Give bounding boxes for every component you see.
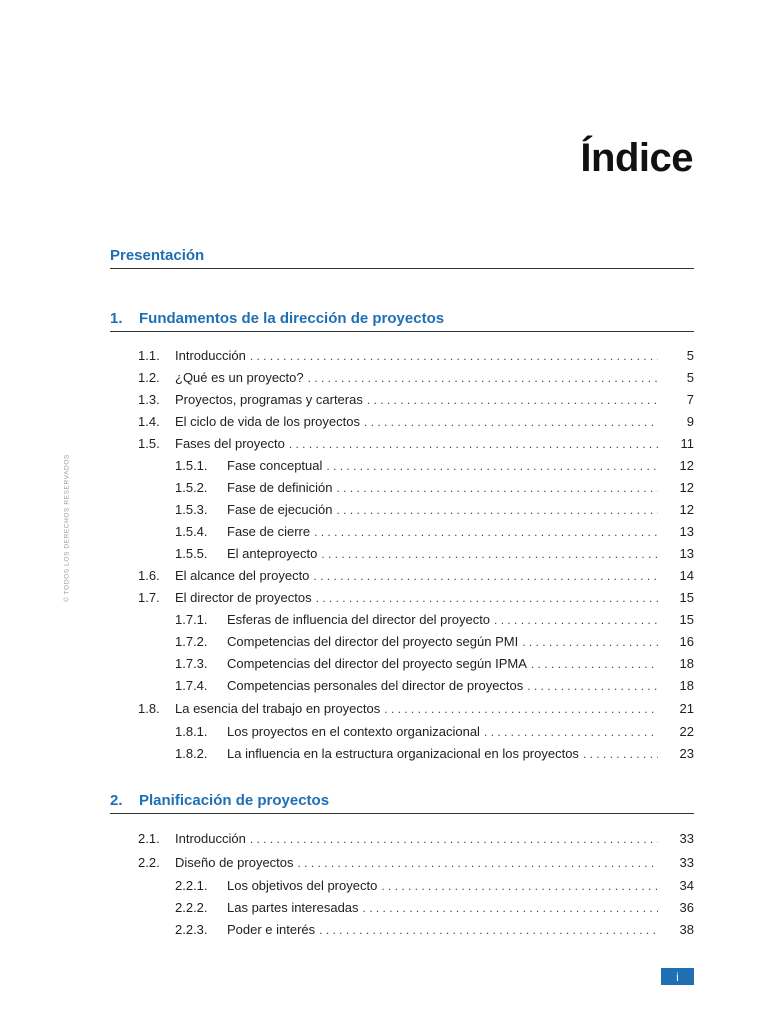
entry-title: Proyectos, programas y carteras bbox=[175, 392, 363, 407]
entry-number: 2.1. bbox=[138, 831, 160, 846]
entry-title: Introducción bbox=[175, 348, 246, 363]
chapter-number: 2. bbox=[110, 792, 123, 809]
chapter-title: Fundamentos de la dirección de proyectos bbox=[139, 310, 445, 327]
dot-leader bbox=[250, 832, 658, 846]
toc-subentry[interactable] bbox=[175, 656, 694, 674]
entry-number: 1.5. bbox=[138, 436, 160, 451]
entry-page: 23 bbox=[679, 746, 694, 761]
entry-page: 33 bbox=[679, 855, 694, 870]
entry-page: 18 bbox=[679, 678, 694, 693]
entry-page: 11 bbox=[680, 436, 694, 451]
dot-leader bbox=[363, 901, 658, 915]
entry-number: 1.4. bbox=[138, 414, 160, 429]
entry-title: Competencias personales del director de proyectos bbox=[227, 678, 524, 693]
entry-title: Fase de ejecución bbox=[227, 502, 333, 517]
entry-page: 16 bbox=[679, 634, 694, 649]
entry-number: 1.5.1. bbox=[175, 458, 208, 473]
dot-leader bbox=[326, 459, 658, 473]
toc-subentry[interactable] bbox=[175, 746, 694, 764]
entry-number: 1.7.4. bbox=[175, 678, 208, 693]
entry-number: 1.5.3. bbox=[175, 502, 208, 517]
page-number-badge: i bbox=[661, 968, 694, 985]
entry-page: 38 bbox=[679, 922, 694, 937]
entry-page: 5 bbox=[686, 348, 694, 363]
entry-title: Fase conceptual bbox=[227, 458, 323, 473]
entry-title: Fase de definición bbox=[227, 480, 333, 495]
toc-entry[interactable] bbox=[138, 392, 694, 410]
chapter-title: Planificación de proyectos bbox=[139, 792, 330, 809]
chapter-heading-1[interactable] bbox=[110, 310, 694, 332]
entry-page: 33 bbox=[679, 831, 694, 846]
entry-number: 1.8.1. bbox=[175, 724, 208, 739]
toc-subentry[interactable] bbox=[175, 878, 694, 896]
entry-page: 15 bbox=[679, 612, 694, 627]
entry-page: 21 bbox=[679, 701, 694, 716]
toc-entry[interactable] bbox=[138, 701, 694, 719]
entry-number: 2.2.3. bbox=[175, 922, 208, 937]
dot-leader bbox=[583, 747, 658, 761]
entry-page: 13 bbox=[679, 546, 694, 561]
dot-leader bbox=[484, 725, 658, 739]
toc-subentry[interactable] bbox=[175, 458, 694, 476]
entry-title: El alcance del proyecto bbox=[175, 568, 310, 583]
toc-subentry[interactable] bbox=[175, 524, 694, 542]
entry-page: 34 bbox=[679, 878, 694, 893]
entry-title: Fases del proyecto bbox=[175, 436, 285, 451]
entry-number: 1.5.5. bbox=[175, 546, 208, 561]
dot-leader bbox=[316, 591, 658, 605]
entry-page: 12 bbox=[679, 502, 694, 517]
entry-page: 12 bbox=[679, 458, 694, 473]
toc-entry[interactable] bbox=[138, 590, 694, 608]
entry-page: 13 bbox=[679, 524, 694, 539]
entry-title: Introducción bbox=[175, 831, 246, 846]
chapter-heading-2[interactable] bbox=[110, 792, 694, 814]
entry-title: El anteproyecto bbox=[227, 546, 318, 561]
entry-number: 1.3. bbox=[138, 392, 160, 407]
dot-leader bbox=[298, 856, 658, 870]
entry-title: Diseño de proyectos bbox=[175, 855, 294, 870]
toc-subentry[interactable] bbox=[175, 900, 694, 918]
entry-title: Poder e interés bbox=[227, 922, 316, 937]
entry-number: 1.7.2. bbox=[175, 634, 208, 649]
dot-leader bbox=[289, 437, 658, 451]
toc-entry[interactable] bbox=[138, 831, 694, 849]
entry-page: 36 bbox=[679, 900, 694, 915]
toc-subentry[interactable] bbox=[175, 678, 694, 696]
entry-title: Los objetivos del proyecto bbox=[227, 878, 378, 893]
toc-entry[interactable] bbox=[138, 348, 694, 366]
entry-page: 22 bbox=[679, 724, 694, 739]
toc-entry[interactable] bbox=[138, 855, 694, 873]
entry-page: 15 bbox=[679, 590, 694, 605]
dot-leader bbox=[250, 349, 658, 363]
entry-page: 18 bbox=[679, 656, 694, 671]
toc-entry[interactable] bbox=[138, 370, 694, 388]
section-presentation[interactable] bbox=[110, 247, 694, 269]
toc-subentry[interactable] bbox=[175, 546, 694, 564]
toc-subentry[interactable] bbox=[175, 634, 694, 652]
entry-title: La influencia en la estructura organizacional en los proyectos bbox=[227, 746, 579, 761]
page-title: Índice bbox=[580, 136, 693, 180]
toc-entry[interactable] bbox=[138, 436, 694, 454]
entry-title: La esencia del trabajo en proyectos bbox=[175, 701, 381, 716]
dot-leader bbox=[319, 923, 658, 937]
entry-page: 5 bbox=[686, 370, 694, 385]
entry-number: 1.5.4. bbox=[175, 524, 208, 539]
dot-leader bbox=[337, 481, 658, 495]
entry-number: 1.5.2. bbox=[175, 480, 208, 495]
entry-title: Competencias del director del proyecto según IPMA bbox=[227, 656, 527, 671]
toc-entry[interactable] bbox=[138, 414, 694, 432]
dot-leader bbox=[337, 503, 658, 517]
dot-leader bbox=[308, 371, 658, 385]
dot-leader bbox=[527, 679, 658, 693]
dot-leader bbox=[314, 525, 658, 539]
entry-title: Las partes interesadas bbox=[227, 900, 359, 915]
entry-number: 1.1. bbox=[138, 348, 160, 363]
toc-subentry[interactable] bbox=[175, 612, 694, 630]
entry-number: 2.2.2. bbox=[175, 900, 208, 915]
entry-title: Esferas de influencia del director del proyecto bbox=[227, 612, 491, 627]
entry-number: 1.8.2. bbox=[175, 746, 208, 761]
toc-entry[interactable] bbox=[138, 568, 694, 586]
entry-page: 12 bbox=[679, 480, 694, 495]
dot-leader bbox=[494, 613, 658, 627]
entry-page: 14 bbox=[679, 568, 694, 583]
entry-number: 1.6. bbox=[138, 568, 160, 583]
dot-leader bbox=[321, 547, 658, 561]
chapter-number: 1. bbox=[110, 310, 123, 327]
toc-subentry[interactable] bbox=[175, 480, 694, 498]
entry-number: 1.2. bbox=[138, 370, 160, 385]
dot-leader bbox=[367, 393, 658, 407]
dot-leader bbox=[531, 657, 658, 671]
entry-title: ¿Qué es un proyecto? bbox=[175, 370, 304, 385]
dot-leader bbox=[384, 702, 658, 716]
entry-page: 9 bbox=[686, 414, 694, 429]
entry-number: 1.8. bbox=[138, 701, 160, 716]
entry-title: El director de proyectos bbox=[175, 590, 312, 605]
toc-subentry[interactable] bbox=[175, 724, 694, 742]
entry-number: 1.7.1. bbox=[175, 612, 208, 627]
dot-leader bbox=[381, 879, 658, 893]
copyright-note: © TODOS LOS DERECHOS RESERVADOS bbox=[63, 454, 71, 602]
entry-title: Competencias del director del proyecto según PMI bbox=[227, 634, 519, 649]
toc-subentry[interactable] bbox=[175, 502, 694, 520]
entry-number: 2.2.1. bbox=[175, 878, 208, 893]
entry-title: Los proyectos en el contexto organizacional bbox=[227, 724, 480, 739]
entry-page: 7 bbox=[686, 392, 694, 407]
entry-title: Fase de cierre bbox=[227, 524, 311, 539]
dot-leader bbox=[364, 415, 658, 429]
entry-number: 2.2. bbox=[138, 855, 160, 870]
toc-subentry[interactable] bbox=[175, 922, 694, 940]
entry-number: 1.7.3. bbox=[175, 656, 208, 671]
dot-leader bbox=[522, 635, 658, 649]
entry-title: El ciclo de vida de los proyectos bbox=[175, 414, 360, 429]
dot-leader bbox=[313, 569, 658, 583]
entry-number: 1.7. bbox=[138, 590, 160, 605]
section-title: Presentación bbox=[110, 247, 205, 264]
